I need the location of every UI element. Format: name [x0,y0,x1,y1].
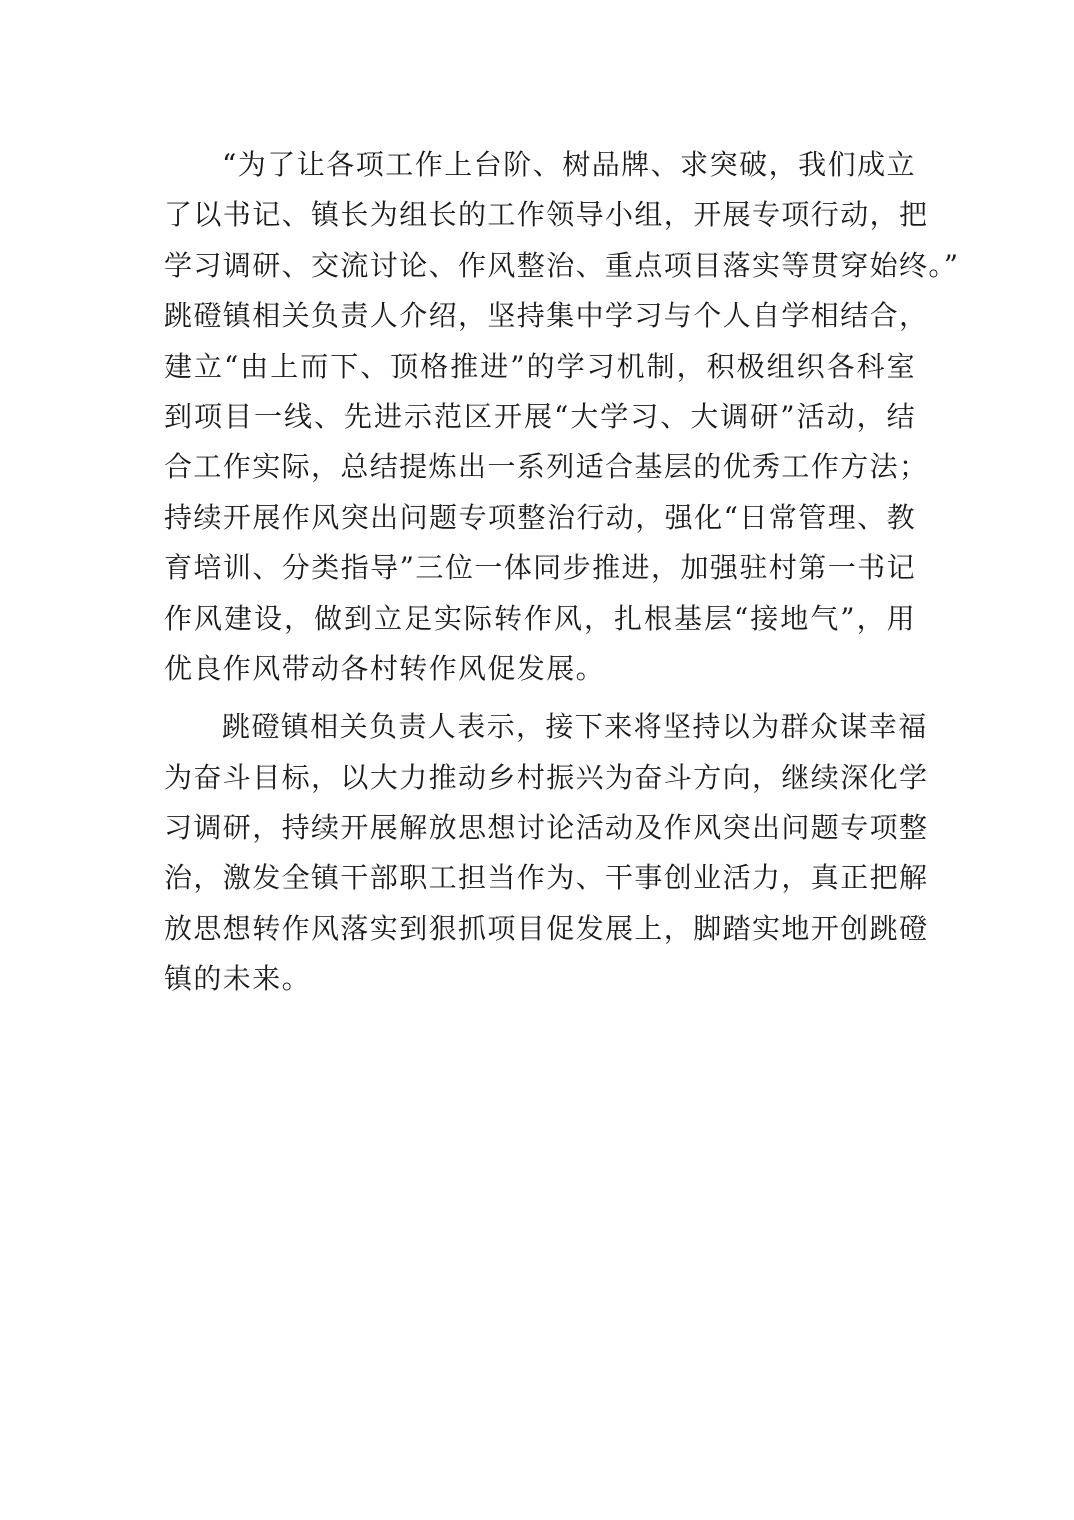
paragraph-2 [164,702,929,1004]
text-line: 作风建设，做到立足实际转作风，扎根基层“接地气”，用 [164,601,916,635]
paragraph-1 [164,140,960,694]
text-line: 镇的未来。 [164,962,312,996]
text-line: 为奋斗目标，以大力推动乡村振兴为奋斗方向，继续深化学 [164,760,929,794]
body-text [164,140,960,1005]
text-line: 到项目一线、先进示范区开展“大学习、大调研”活动，结 [164,399,916,433]
text-line: 习调研，持续开展解放思想讨论活动及作风突出问题专项整 [164,811,929,845]
text-line: 持续开展作风突出问题专项整治行动，强化“日常管理、教 [164,500,916,534]
text-line: 学习调研、交流讨论、作风整治、重点项目落实等贯穿始终。” [164,248,960,282]
text-line: 优良作风带动各村转作风促发展。 [164,651,606,685]
text-line: 治，激发全镇干部职工担当作为、干事创业活力，真正把解 [164,861,929,895]
text-line: 跳磴镇相关负责人表示，接下来将坚持以为群众谋幸福 [222,710,928,744]
text-line: “为了让各项工作上台阶、树品牌、求突破，我们成立 [222,148,916,181]
text-line: 跳磴镇相关负责人介绍，坚持集中学习与个人自学相结合， [164,299,929,333]
text-line: 放思想转作风落实到狠抓项目促发展上，脚踏实地开创跳磴 [164,911,929,945]
paragraph-gap [164,694,916,702]
text-line: 育培训、分类指导”三位一体同步推进，加强驻村第一书记 [164,551,916,585]
text-line: 了以书记、镇长为组长的工作领导小组，开展专项行动，把 [164,198,929,232]
text-line: 建立“由上而下、顶格推进”的学习机制，积极组织各科室 [164,349,916,383]
text-line: 合工作实际，总结提炼出一系列适合基层的优秀工作方法； [164,450,929,484]
